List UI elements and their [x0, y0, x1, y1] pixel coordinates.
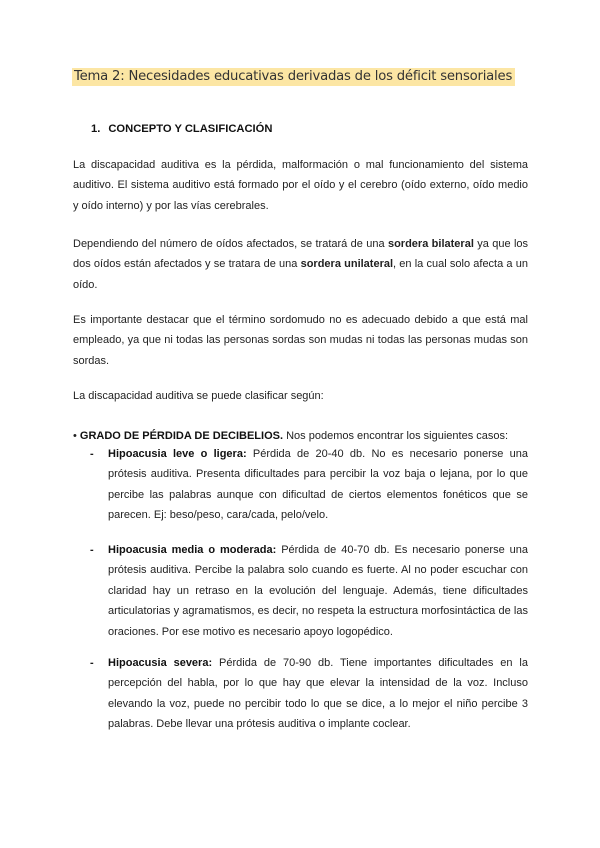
section-heading — [91, 123, 272, 135]
paragraph-bilateral-unilateral — [73, 234, 528, 295]
list-dash: - — [90, 657, 94, 669]
section-heading-text: CONCEPTO Y CLASIFICACIÓN — [108, 123, 273, 135]
term-sordera-unilateral: sordera unilateral — [300, 258, 394, 271]
paragraph-sordomudo: Es importante destacar que el término sordomudo no es adecuado debido a que está mal empleado, ya que ni todas las personas sordas son mudas ni todas las personas mudas son sordas. — [73, 314, 528, 367]
bullet-symbol: • — [73, 430, 77, 442]
list-item-hipoacusia-media — [90, 540, 528, 642]
section-number: 1. — [91, 123, 101, 135]
list-item-term: Hipoacusia leve o ligera: — [108, 448, 247, 460]
term-sordera-bilateral: sordera bilateral — [387, 238, 474, 250]
list-item-text: Pérdida de 20-40 db. No es necesario ponerse una prótesis auditiva. Presenta dificultades para percibir la voz baja o lejana, por lo que percibe las palabras aunque con dificultad de ciertos elementos fonéticos que se parecen. Ej: beso/peso, cara/cada, pelo/velo. — [108, 448, 528, 522]
bullet-label: GRADO DE PÉRDIDA DE DECIBELIOS. — [79, 430, 284, 442]
list-item-term: Hipoacusia media o moderada: — [108, 544, 277, 556]
list-item-text: Pérdida de 40-70 db. Es necesario ponerse una prótesis auditiva. Percibe la palabra solo cuando es fuerte. Al no poder escuchar con claridad hay un retraso en la evolución del lenguaje. Además, tiene dificultades articulatorias y agramatismos, es decir, no respeta la estructura morfosintáctica de las oraciones. Por ese motivo es necesario apoyo logopédico. — [108, 544, 528, 638]
list-dash: - — [90, 448, 94, 460]
list-item-body — [108, 653, 528, 735]
list-item-hipoacusia-leve — [90, 444, 528, 526]
list-item-hipoacusia-severa — [90, 653, 528, 735]
paragraph-text: ya que los dos oídos están afectados y se tratara de una — [73, 238, 528, 271]
list-item-text: Pérdida de 70-90 db. Tiene importantes dificultades en la percepción del habla, por lo que hay que elevar la intensidad de la voz. Incluso elevando la voz, puede no percibir todo lo que se dice, a lo mejor el niño percibe 3 palabras. Debe llevar una prótesis auditiva o implante coclear. — [108, 657, 528, 731]
document-title: Tema 2: Necesidades educativas derivadas de los déficit sensoriales — [72, 68, 515, 86]
list-item-body — [108, 444, 528, 526]
paragraph-classification-intro: La discapacidad auditiva se puede clasificar según: — [73, 390, 324, 402]
paragraph-definition: La discapacidad auditiva es la pérdida, malformación o mal funcionamiento del sistema auditivo. El sistema auditivo está formado por el oído y el cerebro (oído externo, oído medio y oído interno) y por las vías cerebrales. — [73, 159, 528, 212]
paragraph-text: , en la cual solo afecta a un oído. — [73, 258, 528, 291]
list-dash: - — [90, 544, 94, 556]
list-item-term: Hipoacusia severa: — [108, 657, 213, 669]
paragraph-text: Dependiendo del número de oídos afectados, se tratará de una — [73, 238, 388, 250]
list-item-body — [108, 540, 528, 642]
bullet-text: Nos podemos encontrar los siguientes casos: — [283, 430, 509, 442]
